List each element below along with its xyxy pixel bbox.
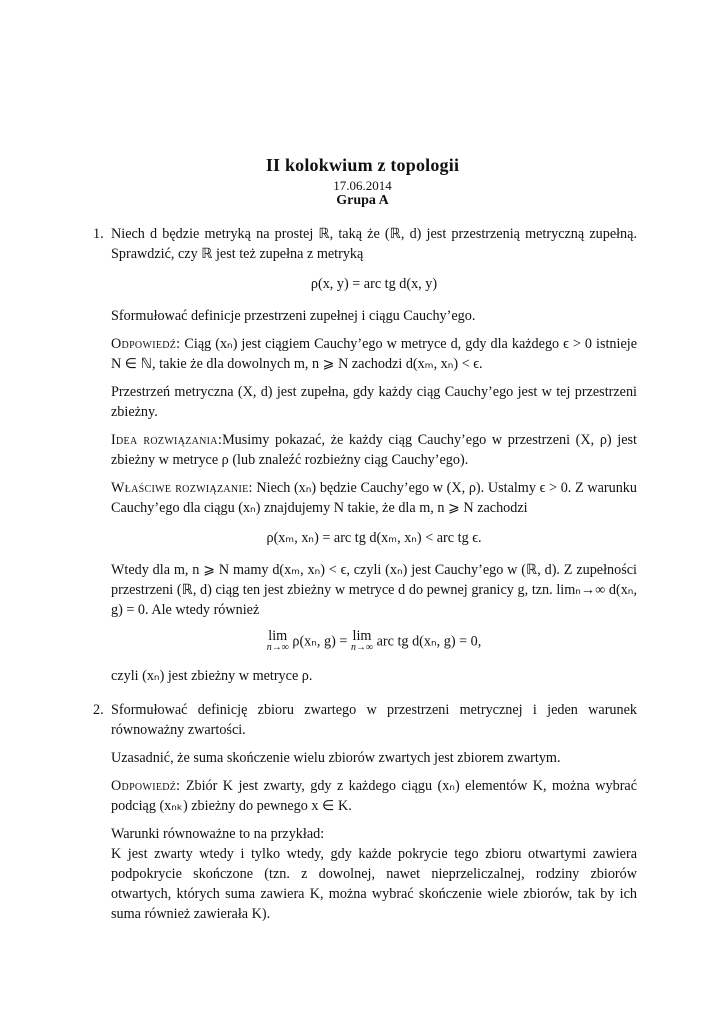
answer-label: Odpowiedź: <box>111 336 181 352</box>
solution-paragraph <box>111 478 637 518</box>
solution-text: Niech (xₙ) będzie Cauchy’ego w (X, ρ). Ustalmy ϵ > 0. Z warunku Cauchy’ego dla ciągu (xₙ) znajdujemy N takie, że dla m, n ⩾ N zachodzi <box>111 480 637 516</box>
equivalent-intro: Warunki równoważne to na przykład: <box>111 826 325 842</box>
limit-end: arc tg d(xₙ, g) = 0, <box>376 633 482 650</box>
problem-statement: Niech d będzie metryką na prostej ℝ, taką że (ℝ, d) jest przestrzenią metryczną zupełną. Sprawdzić, czy ℝ jest też zupełna z metryką <box>111 226 637 262</box>
idea-text: Musimy pokazać, że każdy ciąg Cauchy’ego w przestrzeni (X, ρ) jest zbieżny w metryce ρ (lub znaleźć rozbieżny ciąg Cauchy’ego). <box>111 432 637 468</box>
problem-task: Sformułować definicje przestrzeni zupełnej i ciągu Cauchy’ego. <box>111 308 476 324</box>
problem-number: 2. <box>93 702 104 718</box>
limit-operator-1: lim n→∞ <box>266 628 289 653</box>
answer-text: Ciąg (xₙ) jest ciągiem Cauchy’ego w metryce d, gdy dla każdego ϵ > 0 istnieje N ∈ ℕ, takie że dla dowolnych m, n ⩾ N zachodzi d(xₘ, xₙ) < ϵ. <box>111 336 637 372</box>
problem-statement: Sformułować definicję zbioru zwartego w przestrzeni metrycznej i jeden warunek równoważny zwartości. <box>111 702 637 738</box>
answer-paragraph <box>111 776 637 816</box>
solution-label: Właściwe rozwiązanie: <box>111 480 253 496</box>
document-group: Grupa A <box>336 193 389 208</box>
limit-middle: ρ(xₙ, g) = <box>292 633 348 650</box>
answer-paragraph <box>111 334 637 374</box>
problem-task: Uzasadnić, że suma skończenie wielu zbiorów zwartych jest zbiorem zwartym. <box>111 750 561 766</box>
problem-list <box>93 224 637 932</box>
idea-paragraph <box>111 430 637 470</box>
answer-text: Zbiór K jest zwarty, gdy z każdego ciągu (xₙ) elementów K, można wybrać podciąg (xₙₖ) zbieżny do pewnego x ∈ K. <box>111 778 638 814</box>
document-title: II kolokwium z topologii <box>265 155 460 175</box>
equation-limit <box>111 630 637 654</box>
equivalent-condition: K jest zwarty wtedy i tylko wtedy, gdy każde pokrycie tego zbioru otwartymi zawiera podpokrycie skończone (tzn. z dowolnej, nawet nieprzeliczalnej, rodziny zbiorów otwartych, których suma zawiera K, można wybrać skończenie wiele zbiorów, tak by ich suma również zawierała K). <box>111 846 637 922</box>
document-date: 17.06.2014 <box>333 178 392 193</box>
problem-number: 1. <box>93 226 104 242</box>
equation-cauchy: ρ(xₘ, xₙ) = arc tg d(xₘ, xₙ) < arc tg ϵ. <box>266 530 482 546</box>
problem-2 <box>93 700 637 924</box>
limit-operator-2: lim n→∞ <box>350 628 374 653</box>
then-paragraph: Wtedy dla m, n ⩾ N mamy d(xₘ, xₙ) < ϵ, czyli (xₙ) jest Cauchy’ego w (ℝ, d). Z zupełności przestrzeni (ℝ, d) ciąg ten jest zbieżny w metryce d do pewnej granicy g, tzn. limₙ→∞ d(xₙ, g) = 0. Ale wtedy również <box>111 562 637 618</box>
problem-1 <box>93 224 637 686</box>
equation-metric: ρ(x, y) = arc tg d(x, y) <box>310 276 438 292</box>
idea-label: Idea rozwiązania: <box>111 432 223 448</box>
complete-space-definition: Przestrzeń metryczna (X, d) jest zupełna, gdy każdy ciąg Cauchy’ego jest w tej przestrzeni zbieżny. <box>111 384 637 420</box>
conclusion: czyli (xₙ) jest zbieżny w metryce ρ. <box>111 668 313 684</box>
answer-label: Odpowiedź: <box>111 778 181 794</box>
